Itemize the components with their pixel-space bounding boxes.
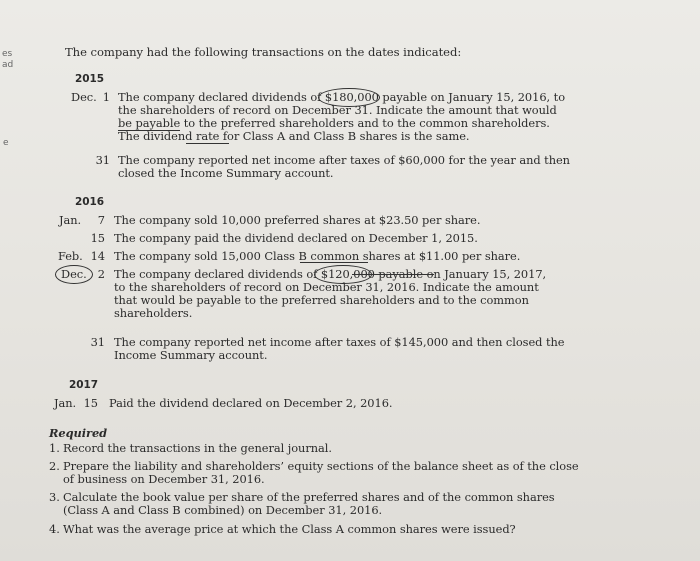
day-label: 1	[102, 90, 110, 104]
transaction-line: the shareholders of record on December 31. Indicate the amount that would	[118, 103, 557, 117]
transaction-line: closed the Income Summary account.	[118, 166, 334, 180]
transaction-line: shareholders.	[114, 306, 193, 320]
month-label: Jan.	[54, 396, 77, 410]
day-label: 2	[97, 267, 105, 281]
required-item-number: 3.	[49, 490, 60, 504]
transaction-line: The company declared dividends of $180,000 payable on January 15, 2016, to	[118, 90, 565, 104]
transaction-line: The company sold 15,000 Class B common shares at $11.00 per share.	[114, 249, 521, 263]
handwritten-underline	[300, 262, 368, 263]
month-label: Feb.	[58, 249, 83, 263]
handwritten-strikethrough	[352, 274, 434, 275]
year-heading-2017: 2017	[69, 379, 99, 391]
required-item-number: 1.	[49, 441, 60, 455]
handwritten-circle	[318, 88, 380, 107]
required-item-text: What was the average price at which the Class A common shares were issued?	[63, 522, 516, 536]
month-label: Dec.	[61, 267, 87, 281]
transaction-line: The company reported net income after taxes of $60,000 for the year and then	[118, 153, 570, 167]
transaction-line: The dividend rate for Class A and Class B shares is the same.	[118, 129, 470, 143]
transaction-line: The company declared dividends of $120,000 payable on January 15, 2017,	[114, 267, 547, 281]
day-label: 7	[97, 213, 105, 227]
required-item-text: Calculate the book value per share of the preferred shares and of the common shares	[63, 490, 555, 504]
handwritten-underline	[118, 130, 180, 131]
day-label: 15	[90, 231, 105, 245]
margin-mark: ad	[2, 60, 14, 70]
day-label: 14	[90, 249, 105, 263]
transaction-line: Income Summary account.	[114, 348, 268, 362]
required-item-text: Prepare the liability and shareholders’ equity sections of the balance sheet as of the close	[63, 459, 579, 473]
transaction-line: that would be payable to the preferred shareholders and to the common	[114, 293, 529, 307]
required-item-text: (Class A and Class B combined) on December 31, 2016.	[63, 503, 383, 517]
transaction-line: Paid the dividend declared on December 2, 2016.	[109, 396, 393, 410]
day-label: 31	[95, 153, 110, 167]
margin-mark: es	[2, 49, 13, 59]
transaction-line: The company paid the dividend declared on December 1, 2015.	[114, 231, 478, 245]
handwritten-underline	[186, 143, 229, 144]
transaction-line: be payable to the preferred shareholders and to the common shareholders.	[118, 116, 550, 130]
transaction-line: to the shareholders of record on December 31, 2016. Indicate the amount	[114, 280, 539, 294]
day-label: 15	[83, 396, 98, 410]
day-label: 31	[90, 335, 105, 349]
month-label: Jan.	[59, 213, 82, 227]
month-label: Dec.	[71, 90, 97, 104]
required-item-number: 4.	[49, 522, 60, 536]
required-item-number: 2.	[49, 459, 60, 473]
margin-mark: e	[3, 138, 9, 148]
year-heading-2016: 2016	[75, 196, 105, 208]
required-item-text: of business on December 31, 2016.	[63, 472, 265, 486]
required-heading: Required	[49, 426, 108, 440]
handwritten-circle	[55, 265, 93, 284]
intro-text: The company had the following transactions on the dates indicated:	[65, 45, 462, 59]
year-heading-2015: 2015	[75, 73, 105, 85]
transaction-line: The company reported net income after taxes of $145,000 and then closed the	[114, 335, 565, 349]
required-item-text: Record the transactions in the general journal.	[63, 441, 332, 455]
transaction-line: The company sold 10,000 preferred shares at $23.50 per share.	[114, 213, 481, 227]
